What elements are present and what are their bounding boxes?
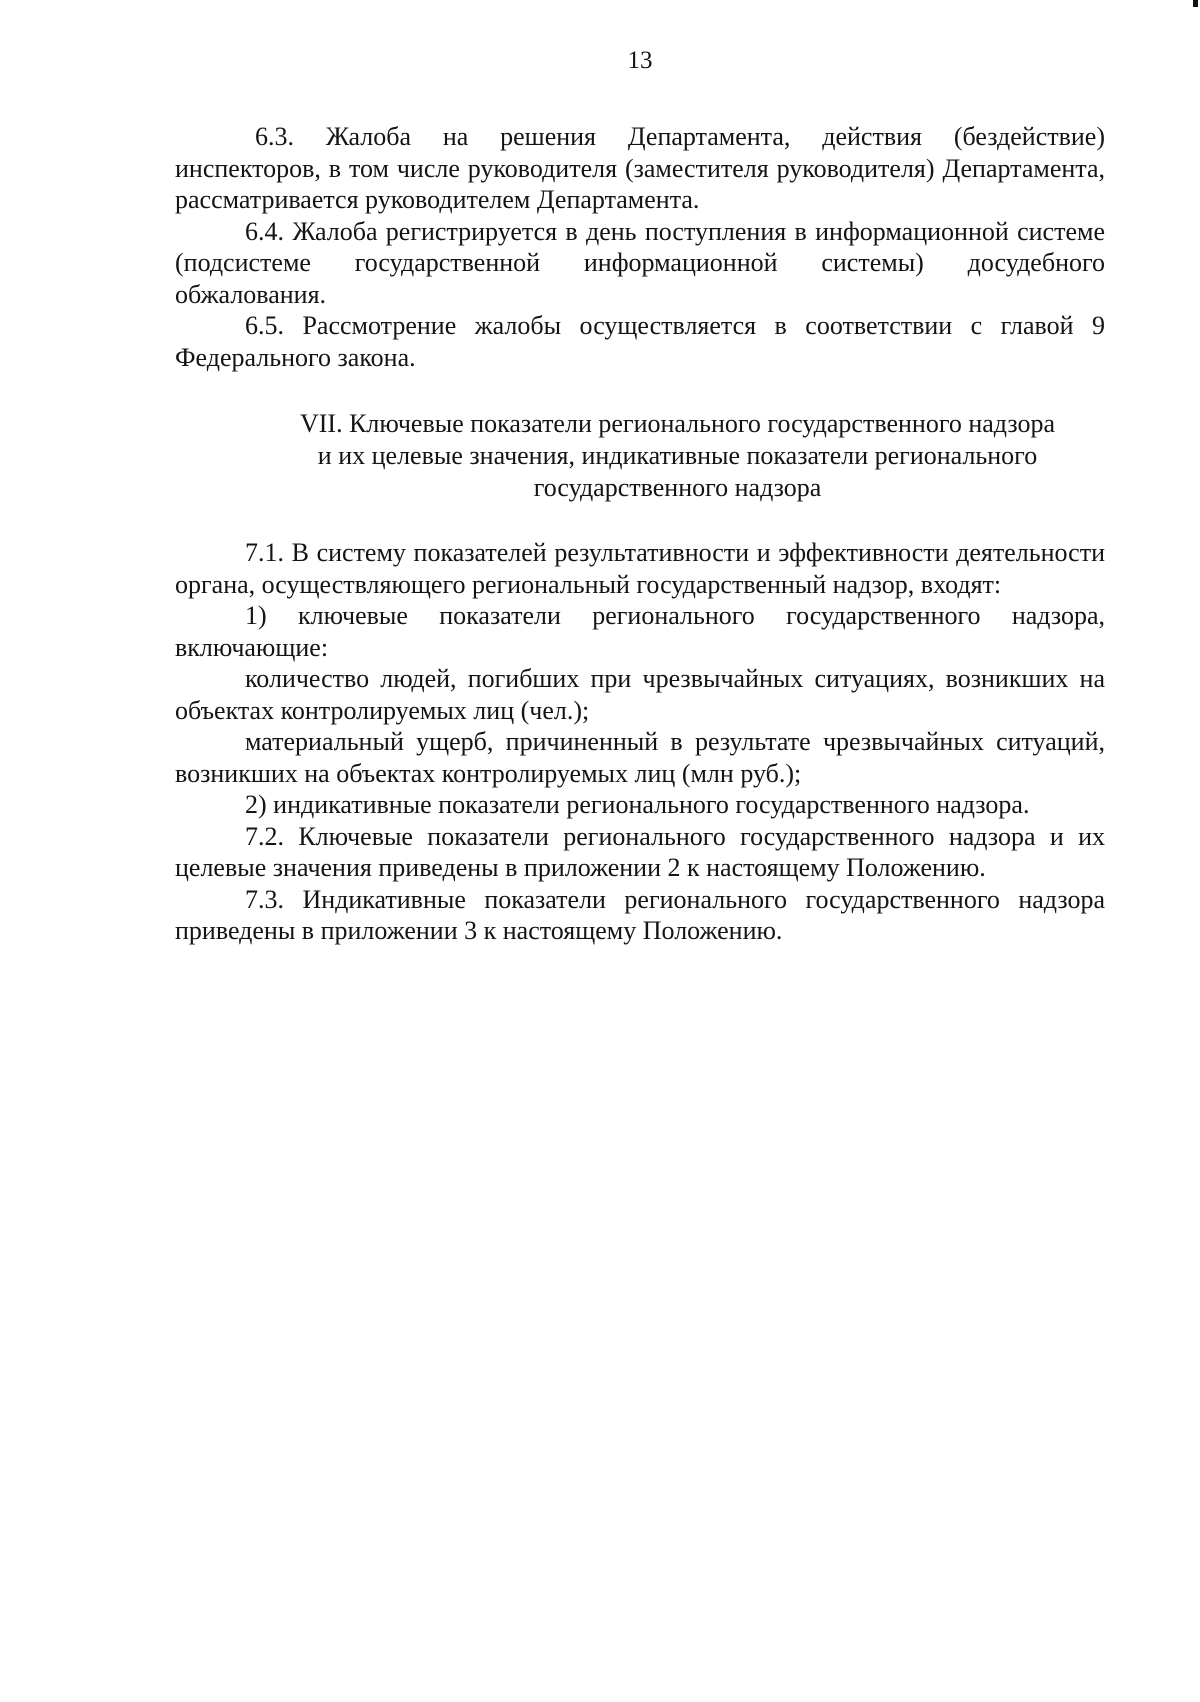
- paragraph-7-2: 7.2. Ключевые показатели регионального государственного надзора и их целевые значения приведены в приложении 2 к настоящему Положению.: [175, 821, 1105, 882]
- list-item-1-b: материальный ущерб, причиненный в результате чрезвычайных ситуаций, возникших на объектах контролируемых лиц (млн руб.);: [175, 727, 1105, 788]
- paragraph-7-1: 7.1. В систему показателей результативности и эффективности деятельности органа, осуществляющего региональный государственный надзор, входят:: [175, 538, 1105, 599]
- scan-mark: [1193, 0, 1198, 7]
- section-7-block: [175, 537, 1105, 947]
- page-number: 13: [627, 47, 653, 74]
- paragraph-6-4: 6.4. Жалоба регистрируется в день поступления в информационной системе (подсистеме государственной информационной системы) досудебного обжалования.: [175, 216, 1105, 309]
- list-item-1: 1) ключевые показатели регионального государственного надзора, включающие:: [175, 601, 1105, 662]
- heading-line-1: VII. Ключевые показатели регионального государственного надзора: [300, 409, 1055, 438]
- paragraph-7-3: 7.3. Индикативные показатели регионального государственного надзора приведены в приложении 3 к настоящему Положению.: [175, 884, 1105, 945]
- list-item-1-a: количество людей, погибших при чрезвычайных ситуациях, возникших на объектах контролируемых лиц (чел.);: [175, 664, 1105, 725]
- heading-line-3: государственного надзора: [533, 473, 822, 502]
- list-item-2: 2) индикативные показатели регионального государственного надзора.: [245, 790, 1030, 819]
- section-6-block: [175, 121, 1105, 373]
- paragraph-6-3: 6.3. Жалоба на решения Департамента, действия (бездействие) инспекторов, в том числе руководителя (заместителя руководителя) Департамента, рассматривается руководителем Департамента.: [175, 122, 1105, 214]
- section-7-heading: [175, 408, 1180, 504]
- paragraph-6-5: 6.5. Рассмотрение жалобы осуществляется в соответствии с главой 9 Федерального закона.: [175, 311, 1105, 372]
- heading-line-2: и их целевые значения, индикативные показатели регионального: [317, 441, 1038, 470]
